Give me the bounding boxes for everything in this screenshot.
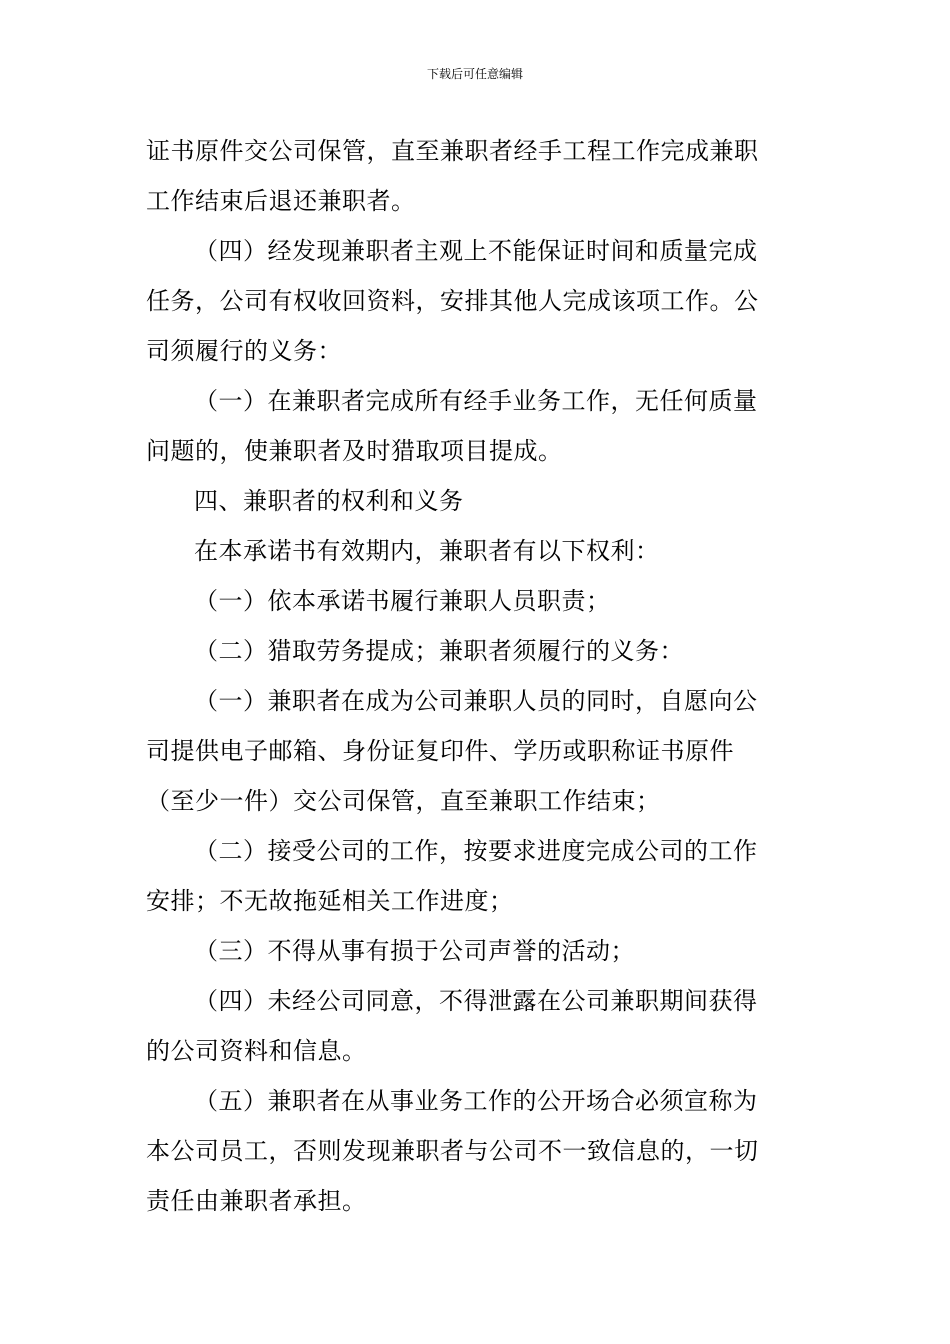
section-heading (146, 476, 808, 526)
paragraph (146, 376, 808, 476)
document-body (146, 126, 808, 1226)
paragraph (146, 126, 808, 226)
text-line: 证书原件交公司保管，直至兼职者经手工程工作完成兼职 (146, 137, 759, 165)
text-line: 本公司员工，否则发现兼职者与公司不一致信息的，一切 (146, 1137, 759, 1165)
text-line: （至少一件）交公司保管，直至兼职工作结束； (146, 787, 661, 815)
text-line: 安排；不无故拖延相关工作进度； (146, 887, 514, 915)
text-line: 工作结束后退还兼职者。 (146, 187, 416, 215)
paragraph (146, 826, 808, 926)
text-line: （一）依本承诺书履行兼职人员职责； (194, 587, 611, 615)
text-line: 的公司资料和信息。 (146, 1037, 367, 1065)
text-line: （二）接受公司的工作，按要求进度完成公司的工作 (194, 837, 758, 865)
text-line: （四）经发现兼职者主观上不能保证时间和质量完成 (194, 237, 758, 265)
text-line: 司提供电子邮箱、身份证复印件、学历或职称证书原件 (146, 737, 734, 765)
paragraph (146, 976, 808, 1076)
text-line: 在本承诺书有效期内，兼职者有以下权利： (194, 537, 660, 565)
paragraph (146, 526, 808, 576)
text-line: （四）未经公司同意，不得泄露在公司兼职期间获得 (194, 987, 758, 1015)
paragraph (146, 576, 808, 626)
paragraph (146, 676, 808, 826)
text-line: 责任由兼职者承担。 (146, 1187, 367, 1215)
text-line: （五）兼职者在从事业务工作的公开场合必须宣称为 (194, 1087, 758, 1115)
text-line: （一）兼职者在成为公司兼职人员的同时，自愿向公 (194, 687, 758, 715)
paragraph (146, 626, 808, 676)
paragraph (146, 926, 808, 976)
text-line: （二）猎取劳务提成；兼职者须履行的义务： (194, 637, 684, 665)
text-line: 任务，公司有权收回资料，安排其他人完成该项工作。公 (146, 287, 759, 315)
paragraph (146, 1076, 808, 1226)
page-header-note: 下载后可任意编辑 (426, 67, 523, 81)
text-line: （一）在兼职者完成所有经手业务工作，无任何质量 (194, 387, 758, 415)
text-line: 问题的，使兼职者及时猎取项目提成。 (146, 437, 563, 465)
section-heading-text: 四、兼职者的权利和义务 (194, 487, 464, 515)
text-line: （三）不得从事有损于公司声誉的活动； (194, 937, 635, 965)
paragraph (146, 226, 808, 376)
text-line: 司须履行的义务： (146, 337, 342, 365)
